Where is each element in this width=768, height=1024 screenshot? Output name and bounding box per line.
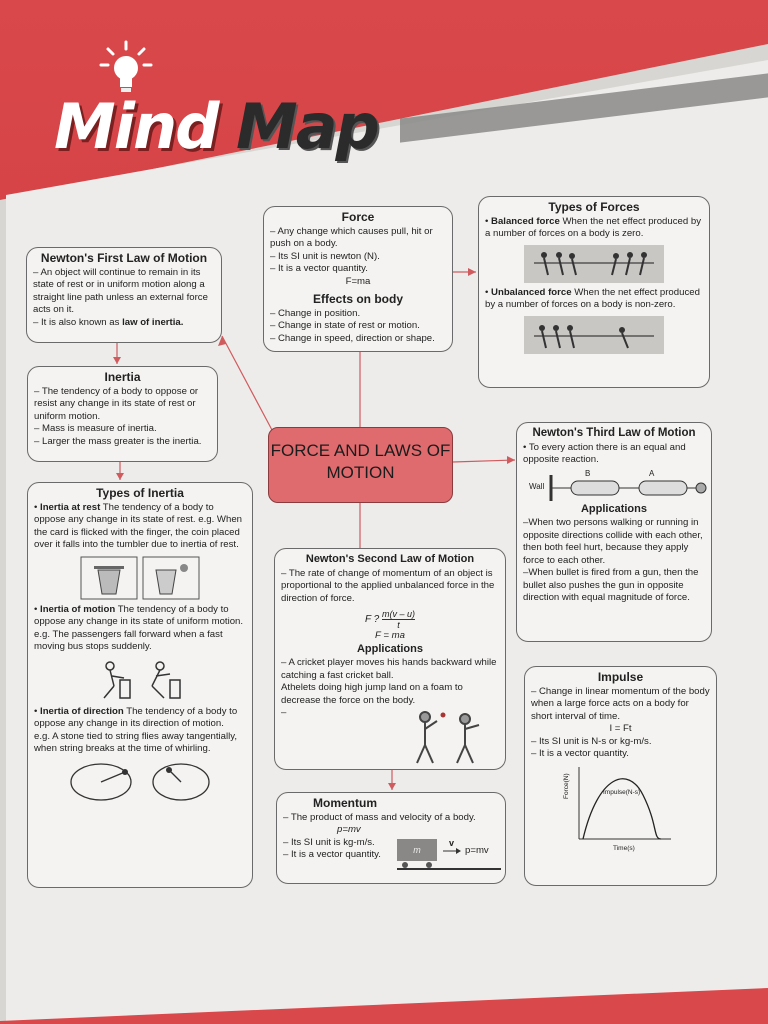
inertia-line: – The tendency of a body to oppose or resist any change in its state of rest or uniform motion. [34, 385, 199, 422]
third-law-text: To every action there is an equal and opposite reaction. [523, 441, 686, 465]
coin-tumbler-illustration [80, 556, 200, 600]
spring-balance-illustration [523, 467, 705, 503]
first-law-box [26, 247, 222, 343]
force-line: – Any change which causes pull, hit or push on a body. [270, 225, 433, 249]
effects-title: Effects on body [312, 292, 403, 306]
third-law-box [516, 422, 712, 642]
inertia-of-direction-item: • Inertia of direction The tendency of a body to oppose any change in its direction of motion. [34, 705, 238, 729]
inertia-of-motion-text: The tendency of a body to oppose any change in its state of uniform motion. [34, 603, 244, 627]
mind-map-title [54, 40, 394, 170]
formula-fraction [382, 609, 415, 630]
inertia-title: Inertia [104, 370, 141, 384]
momentum-illustration [397, 839, 501, 875]
impulse-graph [531, 765, 710, 851]
graph-x-label: Time(s) [613, 844, 635, 852]
momentum-line: – It is a vector quantity. [283, 849, 381, 860]
momentum-title: Momentum [313, 796, 377, 810]
inertia-of-direction-example: e.g. A stone tied to string flies away tangentially, when string breaks at the time of whirling. [34, 730, 238, 754]
graph-area-label: Impulse(N-s) [603, 788, 641, 796]
inertia-at-rest-text: The tendency of a body to oppose any change in its state of rest. e.g. When the card is flicked with the finger, the coin placed over it falls into the tumbler due to inertia of rest. [34, 501, 242, 550]
force-time-curve [573, 765, 673, 845]
inertia-of-motion-example: e.g. The passengers fall forward when a fast moving bus stops suddenly. [34, 628, 223, 652]
impulse-box [524, 666, 717, 886]
second-law-applications-title: Applications [356, 642, 423, 655]
impulse-line: – Its SI unit is N-s or kg-m/s. [531, 735, 652, 747]
inertia-line: – Larger the mass greater is the inertia. [34, 435, 202, 447]
unbalanced-force-item: • Unbalanced force When the net effect produced by a number of forces on a body is non-zero. [485, 286, 700, 310]
second-law-application: – A cricket player moves his hands backward while catching a fast cricket ball. [281, 657, 497, 681]
types-of-inertia-box [27, 482, 253, 888]
inertia-at-rest-label: Inertia at rest [40, 501, 101, 513]
types-of-inertia-title: Types of Inertia [96, 486, 184, 500]
impulse-line: – Change in linear momentum of the body when a large force acts on a body for short interval of time. [531, 685, 710, 722]
third-law-application: –When bullet is fired from a gun, then the bullet also pushes the gun in opposite direction with equal magnitude of force. [523, 567, 699, 603]
velocity-label: v [449, 838, 455, 848]
second-law-application: Athelets doing high jump land on a foam to decrease the force on the body. [281, 682, 463, 706]
first-law-line: – An object will continue to remain in its state of rest or in uniform motion along a straight line path unless an external force acts on it. [33, 266, 208, 315]
unbalanced-force-label: Unbalanced force [491, 286, 572, 298]
balanced-force-label: Balanced force [491, 215, 560, 227]
impulse-formula: I = Ft [609, 723, 632, 734]
first-law-prefix: – It is also known as [33, 316, 123, 328]
force-line: – It is a vector quantity. [270, 263, 368, 274]
balanced-force-text: When the net effect produced by a number of forces on a body is zero. [485, 215, 701, 239]
second-law-application: – [281, 707, 287, 718]
second-law-title: Newton's Second Law of Motion [305, 553, 475, 565]
effect-line: – Change in speed, direction or shape. [270, 332, 435, 344]
force-formula: F=ma [345, 275, 371, 287]
mass-block: m [397, 839, 437, 861]
first-law-title: Newton's First Law of Motion [40, 251, 208, 265]
bus-passengers-illustration [90, 658, 190, 702]
third-law-application: –When two persons walking or running in opposite directions collide with each other, then both feel hurt, because they apply force to each other. [523, 517, 703, 566]
impulse-line: – It is a vector quantity. [531, 748, 629, 759]
graph-y-label: Force(N) [563, 772, 570, 799]
third-law-item: • To every action there is an equal and opposite reaction. [523, 441, 686, 465]
unbalanced-force-text: When the net effect produced by a number of forces on a body is non-zero. [485, 286, 700, 310]
cricket-players-illustration [403, 707, 493, 767]
impulse-title: Impulse [597, 670, 644, 684]
formula-numerator: m(v – u) [382, 609, 416, 619]
label-b: B [585, 468, 591, 478]
formula-lhs: F ? [364, 614, 380, 626]
third-law-applications-title: Applications [580, 502, 647, 515]
second-law-box [274, 548, 506, 770]
second-law-formula-2: F = ma [375, 630, 405, 641]
inertia-box [27, 366, 218, 462]
inertia-of-direction-text: The tendency of a body to oppose any change in its direction of motion. [34, 705, 238, 729]
title-mind: Mind [54, 90, 218, 163]
title-map: Map [236, 90, 378, 163]
formula-denominator: t [397, 620, 400, 630]
effect-line: – Change in position. [270, 307, 361, 319]
momentum-line: – The product of mass and velocity of a body. [283, 811, 476, 823]
momentum-p-label: p=mv [465, 845, 489, 856]
force-line: – Its SI unit is newton (N). [270, 250, 380, 262]
law-of-inertia-text: law of inertia. [122, 316, 184, 328]
effect-line: – Change in state of rest or motion. [270, 320, 420, 331]
inertia-at-rest-item: • Inertia at rest The tendency of a body to oppose any change in its state of rest. e.g. When the card is flicked with the finger, the coin placed over it falls into the tumbler due to inertia of rest. [34, 501, 242, 550]
label-a: A [649, 468, 655, 478]
momentum-box [276, 792, 506, 884]
ground-icon [397, 861, 501, 873]
second-law-line: – The rate of change of momentum of an object is proportional to the applied unbalanced force in the direction of force. [281, 567, 495, 604]
spring-balances-icon [549, 475, 709, 501]
third-law-title: Newton's Third Law of Motion [532, 427, 696, 439]
wall-label: Wall [529, 481, 545, 491]
force-box [263, 206, 453, 352]
inertia-of-direction-label: Inertia of direction [40, 705, 124, 717]
tug-of-war-unbalanced-illustration [524, 316, 664, 354]
types-of-forces-box [478, 196, 710, 388]
second-law-formula [281, 609, 499, 630]
momentum-formula: p=mv [337, 824, 361, 835]
arrow-right-icon [443, 848, 461, 854]
inertia-line: – Mass is measure of inertia. [34, 423, 157, 434]
first-law-line [33, 317, 215, 330]
force-title: Force [341, 210, 375, 224]
momentum-line: – Its SI unit is kg-m/s. [283, 836, 375, 848]
balanced-force-item: • Balanced force When the net effect produced by a number of forces on a body is zero. [485, 215, 701, 239]
inertia-of-motion-label: Inertia of motion [40, 603, 116, 615]
central-topic: FORCE AND LAWS OF MOTION [268, 427, 453, 503]
tug-of-war-balanced-illustration [524, 245, 664, 283]
inertia-of-motion-item: • Inertia of motion The tendency of a body to oppose any change in its state of uniform motion. [34, 603, 244, 627]
types-of-forces-title: Types of Forces [548, 200, 640, 214]
whirling-stone-illustration [65, 760, 215, 804]
